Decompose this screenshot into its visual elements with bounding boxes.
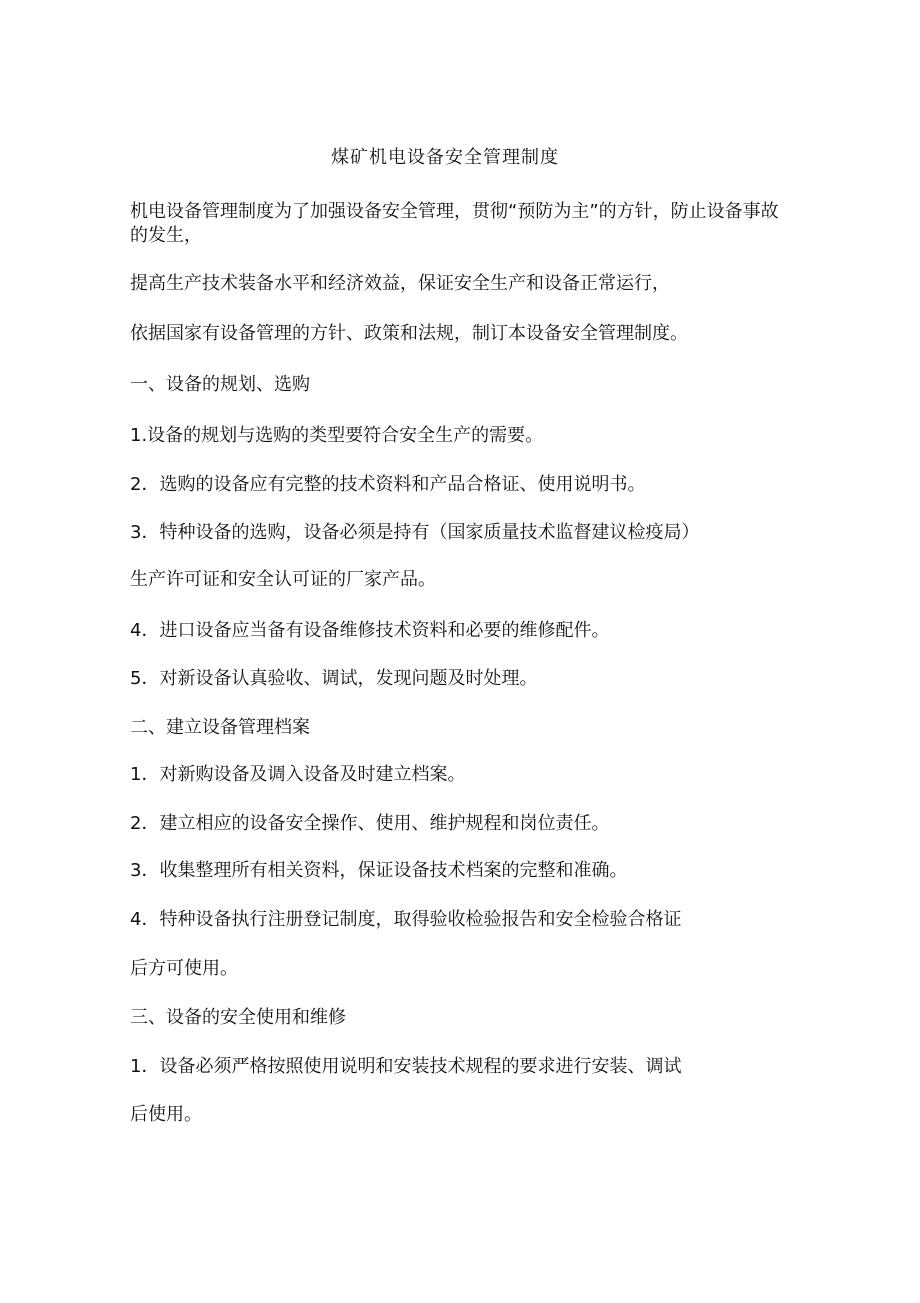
section-1-item: 1.设备的规划与选购的类型要符合安全生产的需要。 bbox=[130, 425, 544, 446]
section-2-item: 4．特种设备执行注册登记制度，取得验收检验报告和安全检验合格证 bbox=[130, 909, 682, 930]
section-3-item-continuation: 后使用。 bbox=[130, 1104, 202, 1125]
section-1-item: 5．对新设备认真验收、调试，发现问题及时处理。 bbox=[130, 668, 538, 689]
section-1-item: 2．选购的设备应有完整的技术资料和产品合格证、使用说明书。 bbox=[130, 474, 646, 495]
section-3-heading: 三、设备的安全使用和维修 bbox=[130, 1007, 346, 1028]
section-2-item: 1．对新购设备及调入设备及时建立档案。 bbox=[130, 764, 466, 785]
section-1-item: 3．特种设备的选购，设备必须是持有（国家质量技术监督建议检疫局） bbox=[130, 522, 700, 543]
section-2-item-continuation: 后方可使用。 bbox=[130, 958, 238, 979]
section-2-item: 2．建立相应的设备安全操作、使用、维护规程和岗位责任。 bbox=[130, 813, 610, 834]
section-1-item: 4．进口设备应当备有设备维修技术资料和必要的维修配件。 bbox=[130, 620, 610, 641]
section-1-heading: 一、设备的规划、选购 bbox=[130, 374, 310, 395]
section-2-heading: 二、建立设备管理档案 bbox=[130, 717, 310, 738]
intro-paragraph-2: 提高生产技术装备水平和经济效益，保证安全生产和设备正常运行， bbox=[130, 273, 670, 294]
section-3-item: 1．设备必须严格按照使用说明和安装技术规程的要求进行安装、调试 bbox=[130, 1056, 682, 1077]
document-title: 煤矿机电设备安全管理制度 bbox=[331, 147, 559, 168]
section-1-item-continuation: 生产许可证和安全认可证的厂家产品。 bbox=[130, 569, 436, 590]
intro-paragraph-3: 依据国家有设备管理的方针、政策和法规，制订本设备安全管理制度。 bbox=[130, 323, 688, 344]
intro-paragraph-1: 机电设备管理制度为了加强设备安全管理，贯彻“预防为主”的方针，防止设备事故的发生， bbox=[130, 201, 779, 246]
section-2-item: 3．收集整理所有相关资料，保证设备技术档案的完整和准确。 bbox=[130, 860, 628, 881]
